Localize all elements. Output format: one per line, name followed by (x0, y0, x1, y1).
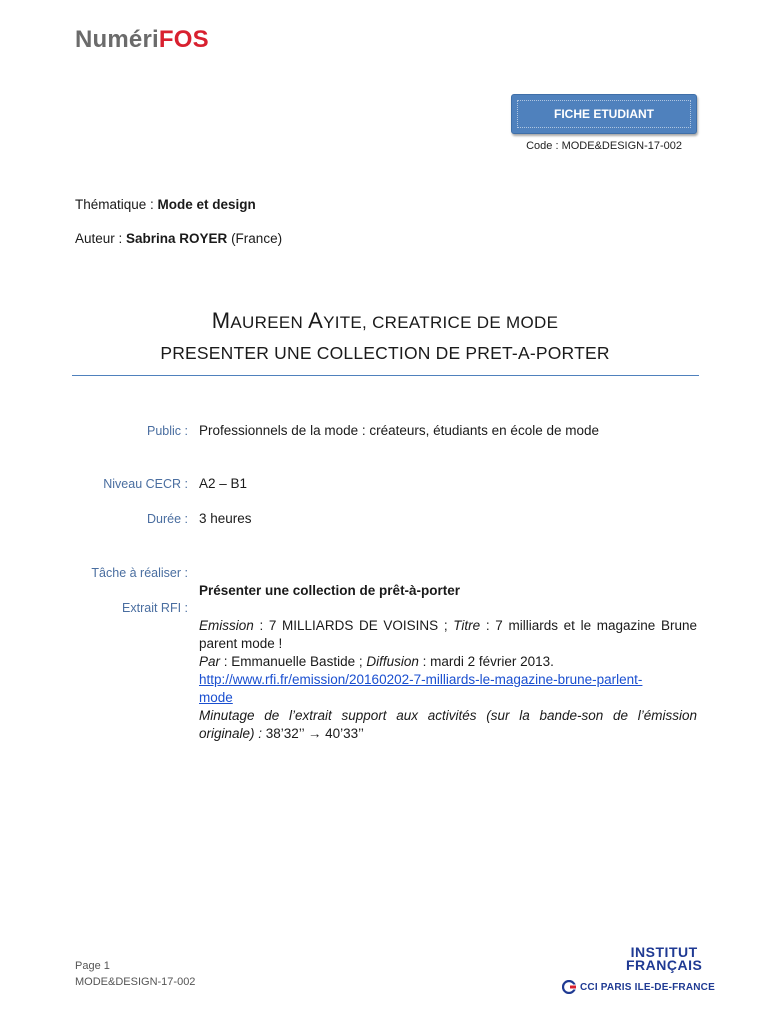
page-title (0, 308, 770, 334)
diffusion-label: Diffusion (366, 654, 419, 669)
cci-text: CCI PARIS ILE-DE-FRANCE (580, 981, 715, 993)
minutage-text: Minutage de l’extrait support aux activités (sur la bande-son de l’émission (199, 708, 697, 723)
auteur-line (75, 231, 282, 246)
title-divider (72, 375, 699, 376)
niveau-label: Niveau CECR : (103, 477, 188, 491)
auteur-country: (France) (227, 231, 283, 246)
titre-value: : 7 milliards et le magazine Brune (480, 618, 698, 633)
logo-part2: FOS (158, 26, 209, 53)
minutage-text2: originale) : (199, 726, 263, 741)
thematique-value: Mode et design (157, 197, 256, 212)
extract-details (199, 617, 697, 743)
logo-part1: Numéri (75, 26, 159, 53)
niveau-value: A2 – B1 (199, 476, 248, 491)
institut-line1: INSTITUT (630, 944, 698, 960)
numerifos-logo (75, 26, 209, 54)
title-cap-m: M (211, 308, 231, 333)
arrow-icon: → (307, 726, 322, 741)
par-line (199, 653, 697, 671)
cci-logo (562, 980, 715, 994)
badge-label: FICHE ETUDIANT (517, 100, 691, 128)
rfi-link-line1[interactable] (199, 671, 697, 689)
public-label: Public : (147, 424, 188, 438)
rfi-link-end[interactable]: mode (199, 690, 233, 705)
tache-value: Présenter une collection de prêt-à-porter (199, 583, 461, 598)
footer-code: MODE&DESIGN-17-002 (75, 976, 196, 988)
title-part1: AUREEN (230, 313, 309, 332)
minutage-line1 (199, 707, 697, 725)
titre-continuation: parent mode ! (199, 636, 283, 651)
auteur-name: Sabrina ROYER (126, 231, 228, 246)
document-code: Code : MODE&DESIGN-17-002 (526, 140, 682, 152)
par-value: : Emmanuelle Bastide ; (220, 654, 367, 669)
emission-line (199, 617, 697, 635)
institut-francais-logo (626, 946, 702, 972)
rfi-link[interactable]: http://www.rfi.fr/emission/20160202-7-milliards-le-magazine-brune-parlent- (199, 672, 643, 687)
titre-label: Titre (453, 618, 481, 633)
thematique-line (75, 197, 256, 212)
minutage-line2 (199, 725, 697, 743)
page-subtitle: PRESENTER UNE COLLECTION DE PRET-A-PORTER (160, 343, 610, 363)
title-part2: YITE, CREATRICE DE MODE (323, 313, 559, 332)
duree-value: 3 heures (199, 511, 252, 526)
cci-mark-icon (562, 980, 576, 994)
duree-label: Durée : (147, 512, 188, 526)
tache-label: Tâche à réaliser : (91, 566, 188, 580)
par-label: Par (199, 654, 221, 669)
thematique-label: Thématique : (75, 197, 158, 212)
minutage-end: 40’33’’ (321, 726, 364, 741)
minutage-start: 38’32’’ (262, 726, 308, 741)
emission-label: Emission (199, 618, 254, 633)
emission-value: : 7 MILLIARDS DE VOISINS ; (253, 618, 454, 633)
diffusion-value: : mardi 2 février 2013. (418, 654, 554, 669)
extrait-label: Extrait RFI : (122, 601, 188, 615)
auteur-label: Auteur : (75, 231, 127, 246)
footer-page: Page 1 (75, 960, 110, 972)
title-cap-a: A (308, 308, 324, 333)
institut-line2: FRANÇAIS (626, 957, 703, 973)
rfi-link-line2[interactable] (199, 689, 697, 707)
public-value: Professionnels de la mode : créateurs, étudiants en école de mode (199, 423, 599, 438)
fiche-etudiant-badge (511, 94, 697, 134)
